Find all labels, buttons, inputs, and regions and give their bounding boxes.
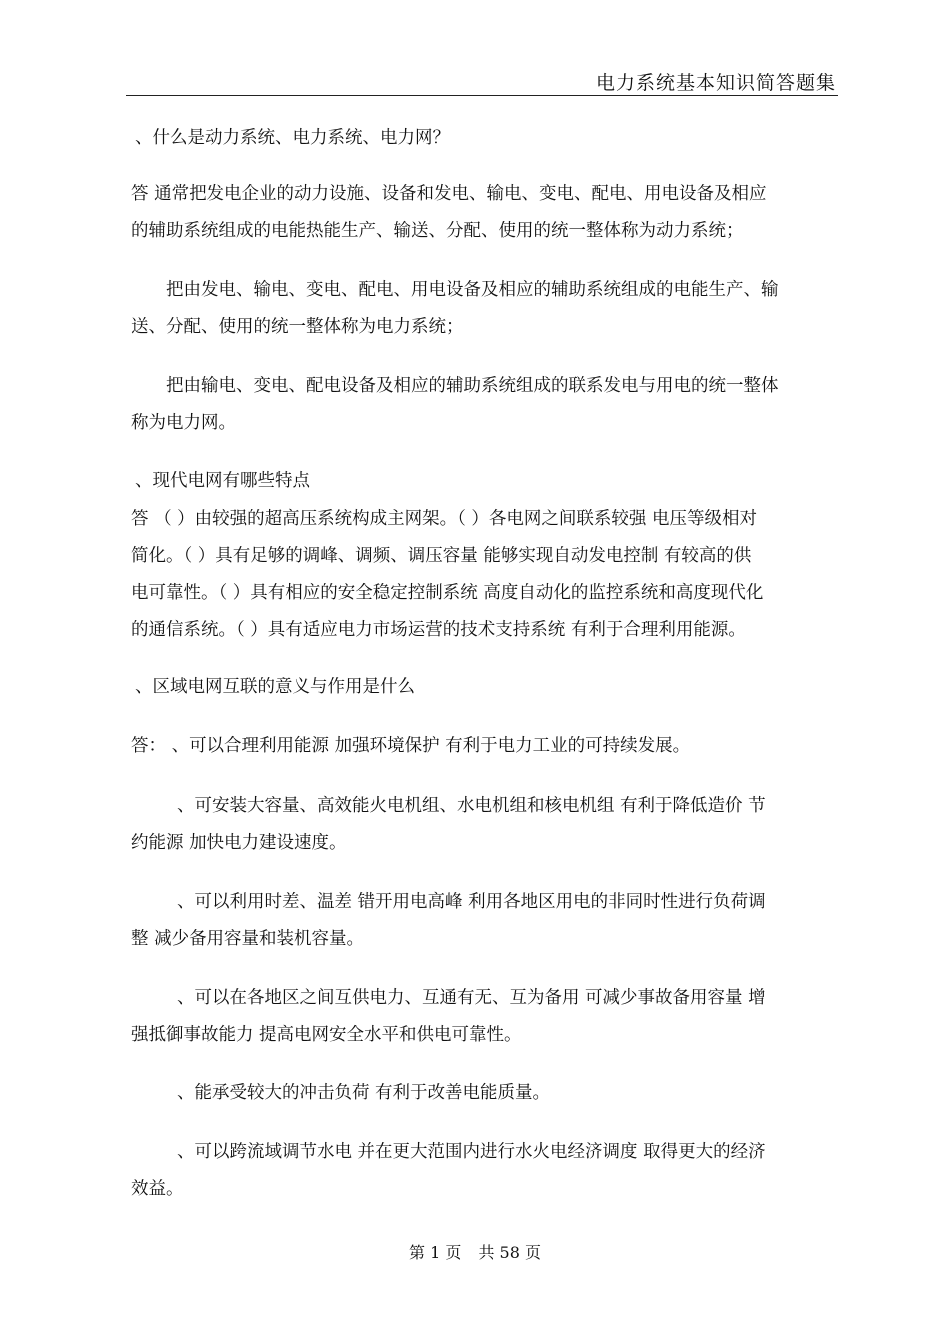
question-2: 、现代电网有哪些特点 <box>135 471 310 491</box>
answer-3-item-4: 、可以在各地区之间互供电力、互通有无、互为备用 可减少事故备用容量 增 强抵御事故能力 提高电网安全水平和供电可靠性。 <box>131 988 766 1045</box>
page-number: 第 1 页 <box>409 1243 462 1262</box>
answer-1-paragraph-3: 把由输电、变电、配电设备及相应的辅助系统组成的联系发电与用电的统一整体 称为电力网。 <box>131 376 779 433</box>
header-divider <box>126 95 838 96</box>
answer-3-item-5: 、能承受较大的冲击负荷 有利于改善电能质量。 <box>177 1083 551 1103</box>
document-title: 电力系统基本知识简答题集 <box>595 72 836 94</box>
page-footer <box>0 1240 950 1263</box>
question-3: 、区域电网互联的意义与作用是什么 <box>135 677 415 697</box>
answer-2: 答 （ ）由较强的超高压系统构成主网架。（ ）各电网之间联系较强 电压等级相对 简化。（ ）具有足够的调峰、调频、调压容量 能够实现自动发电控制 有较高的供 电可靠性。（ ）具有相应的安全稳定控制系统 高度自动化的监控系统和高度现代化 的通信系统。（ ）具有适应电力市场运营的技术支持系统 有利于合理利用能源。 <box>131 509 764 640</box>
answer-3-item-3: 、可以利用时差、温差 错开用电高峰 利用各地区用电的非同时性进行负荷调 整 减少备用容量和装机容量。 <box>131 892 766 949</box>
answer-3-item-2: 、可安装大容量、高效能火电机组、水电机组和核电机组 有利于降低造价 节 约能源 加快电力建设速度。 <box>131 796 766 853</box>
page-total: 共 58 页 <box>478 1243 541 1262</box>
question-1: 、什么是动力系统、电力系统、电力网？ <box>135 128 450 148</box>
answer-3-item-1: 答： 、可以合理利用能源 加强环境保护 有利于电力工业的可持续发展。 <box>131 736 691 756</box>
answer-1-paragraph-2: 把由发电、输电、变电、配电、用电设备及相应的辅助系统组成的电能生产、输 送、分配、使用的统一整体称为电力系统； <box>131 280 779 337</box>
answer-1-paragraph-1: 答 通常把发电企业的动力设施、设备和发电、输电、变电、配电、用电设备及相应 的辅助系统组成的电能热能生产、输送、分配、使用的统一整体称为动力系统； <box>131 184 767 241</box>
answer-3-item-6: 、可以跨流域调节水电 并在更大范围内进行水火电经济调度 取得更大的经济 效益。 <box>131 1142 766 1199</box>
